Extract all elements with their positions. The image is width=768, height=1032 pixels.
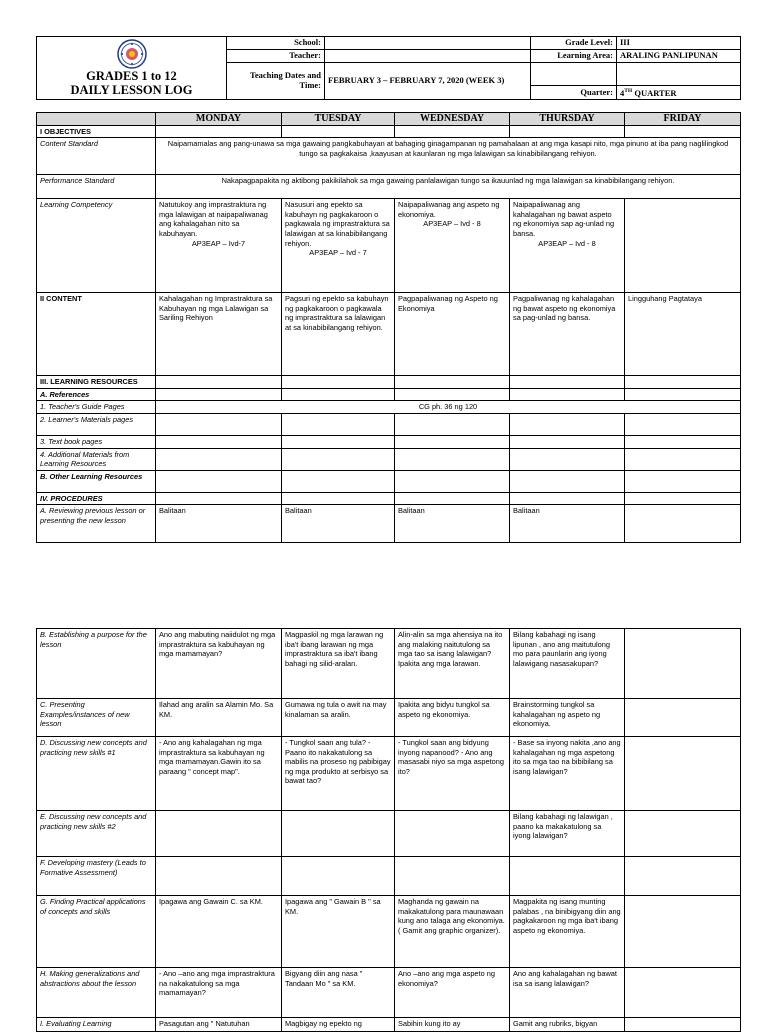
procedure-c-monday: Ilahad ang aralin sa Alamin Mo. Sa KM.	[156, 699, 282, 737]
procedure-b-row	[37, 629, 741, 699]
content-standard-text: Naipamamalas ang pang-unawa sa mga gawaing pangkabuhayan at bahaging ginagampanan ng pamahalaan at ang mga kasapi nito, mga pinuno at iba pang naglilingkod tungo sa pagkakaisa ,kaayusan at kaunlaran ng mga lalawigan sa kinabibilangang rehiyon.	[156, 138, 741, 175]
content-friday: Lingguhang Pagtataya	[625, 293, 741, 376]
area-label: Learning Area:	[531, 50, 617, 63]
procedure-e-label: E. Discussing new concepts and practicing new skills #2	[37, 811, 156, 857]
content-row	[37, 293, 741, 376]
competency-monday: Natutukoy ang imprastraktura ng mga lalawigan at naipapaliwanag ang kahalagahan nito sa kabuhayan. AP3EAP – Ivd-7	[156, 199, 282, 293]
competency-tuesday: Nasusuri ang epekto sa kabuhayn ng pagkakaroon o pagkawala ng imprastraktura sa lalawigan at sa kinabibilangang rehiyon. AP3EAP – Ivd - 7	[282, 199, 395, 293]
learning-competency-label: Learning Competency	[37, 199, 156, 293]
competency-wednesday: Naipapaliwanag ang aspeto ng ekonomiya. AP3EAP – Ivd - 8	[395, 199, 510, 293]
textbook-row	[37, 435, 741, 448]
procedure-e-thursday: Bilang kabahagi ng lalawigan , paano ka makakatulong sa iyong lalawigan?	[510, 811, 625, 857]
textbook-label: 3. Text book pages	[37, 435, 156, 448]
procedure-a-row	[37, 505, 741, 543]
day-wednesday: WEDNESDAY	[395, 113, 510, 126]
dates-value: FEBRUARY 3 – FEBRUARY 7, 2020 (WEEK 3)	[325, 63, 531, 100]
procedure-i-tuesday: Magbigay ng epekto ng	[282, 1018, 395, 1032]
content-standard-row	[37, 138, 741, 175]
procedure-a-monday: Balitaan	[156, 505, 282, 543]
competency-code: AP3EAP – Ivd-7	[191, 238, 246, 248]
quarter-value-text: QUARTER	[632, 87, 677, 98]
procedure-f-label: F. Developing mastery (Leads to Formative Assessment)	[37, 857, 156, 896]
performance-standard-label: Performance Standard	[37, 175, 156, 199]
title-line-1: GRADES 1 to 12	[86, 69, 177, 83]
procedures-row	[37, 492, 741, 505]
procedure-d-row	[37, 737, 741, 811]
procedure-d-label: D. Discussing new concepts and practicing new skills #1	[37, 737, 156, 811]
procedure-i-thursday: Gamit ang rubriks, bigyan	[510, 1018, 625, 1032]
procedure-g-tuesday: Ipagawa ang " Gawain B " sa KM.	[282, 896, 395, 968]
additional-materials-label: 4. Additional Materials from Learning Resources	[37, 448, 156, 470]
competency-friday	[625, 199, 741, 293]
procedure-c-friday	[625, 699, 741, 737]
additional-materials-row	[37, 448, 741, 470]
dates-label-line-2: Time:	[299, 80, 321, 90]
procedure-d-friday	[625, 737, 741, 811]
procedures-label: IV. PROCEDURES	[37, 492, 156, 505]
procedure-h-tuesday: Bigyang diin ang nasa " Tandaan Mo " sa KM.	[282, 968, 395, 1018]
procedure-g-label: G. Finding Practical applications of concepts and skills	[37, 896, 156, 968]
procedure-a-wednesday: Balitaan	[395, 505, 510, 543]
procedure-d-tuesday: - Tungkol saan ang tula? - Paano ito nakakatulong sa mabilis na proseso ng pabibigay ng mga produkto at serbisyo sa bawat tao?	[282, 737, 395, 811]
procedure-g-thursday: Magpakita ng isang munting palabas , na binibigyang diin ang pagkakaroon ng mga iba't ibang aspeto ng ekonomiya.	[510, 896, 625, 968]
procedure-i-row	[37, 1018, 741, 1032]
procedure-c-label: C. Presenting Examples/instances of new lesson	[37, 699, 156, 737]
procedure-g-friday	[625, 896, 741, 968]
day-header-blank	[37, 113, 156, 126]
grade-value: III	[617, 37, 741, 50]
references-label: A. References	[37, 388, 156, 401]
procedure-c-row	[37, 699, 741, 737]
procedure-h-thursday: Ano ang kahalagahan ng bawat isa sa isang lalawigan?	[510, 968, 625, 1018]
learners-materials-label: 2. Learner's Materials pages	[37, 413, 156, 435]
procedure-i-friday	[625, 1018, 741, 1032]
competency-code: AP3EAP – Ivd - 7	[309, 248, 367, 258]
references-row	[37, 388, 741, 401]
lesson-table-part-2	[36, 628, 741, 1032]
procedure-b-tuesday: Magpaskil ng mga larawan ng iba't ibang larawan ng mga imprastraktura sa iba't ibang bahagi ng silid-aralan.	[282, 629, 395, 699]
blank-value	[617, 63, 741, 86]
objectives-row	[37, 125, 741, 138]
resources-label: III. LEARNING RESOURCES	[37, 376, 156, 389]
lesson-table-part-1	[36, 112, 741, 543]
procedure-c-wednesday: Ipakita ang bidyu tungkol sa aspeto ng ekonomiya.	[395, 699, 510, 737]
teachers-guide-row	[37, 401, 741, 414]
day-tuesday: TUESDAY	[282, 113, 395, 126]
procedure-h-wednesday: Ano –ano ang mga aspeto ng ekonomiya?	[395, 968, 510, 1018]
procedure-h-row	[37, 968, 741, 1018]
school-value	[325, 37, 531, 50]
quarter-value	[617, 85, 741, 99]
content-monday: Kahalagahan ng Imprastraktura sa Kabuhayan ng mga Lalawigan sa Sariling Rehiyon	[156, 293, 282, 376]
procedure-a-tuesday: Balitaan	[282, 505, 395, 543]
title-line-2: DAILY LESSON LOG	[70, 83, 193, 97]
title-cell	[37, 37, 227, 100]
day-monday: MONDAY	[156, 113, 282, 126]
blank-label	[531, 63, 617, 86]
quarter-value-num: 4	[620, 87, 625, 98]
school-label: School:	[227, 37, 325, 50]
objectives-label: I OBJECTIVES	[37, 125, 156, 138]
day-thursday: THURSDAY	[510, 113, 625, 126]
content-standard-label: Content Standard	[37, 138, 156, 175]
dates-label-line-1: Teaching Dates and	[249, 70, 321, 81]
procedure-b-monday: Ano ang mabuting naiidulot ng mga imprastraktura sa kabuhayan ng mga mamamayan?	[156, 629, 282, 699]
procedure-g-row	[37, 896, 741, 968]
procedure-i-wednesday: Sabihin kung ito ay	[395, 1018, 510, 1032]
procedure-c-tuesday: Gumawa ng tula o awit na may kinalaman sa aralin.	[282, 699, 395, 737]
procedure-b-wednesday: Alin-alin sa mga ahensiya na ito ang malaking naitutulong sa mga tao sa isang lalawigan?Ipakita ang mga larawan.	[395, 629, 510, 699]
learners-materials-row	[37, 413, 741, 435]
content-tuesday: Pagsuri ng epekto sa kabuhayn ng pagkakaroon o pagkawala ng imprastraktura sa lalawigan at sa kinabibilangang rehiyon.	[282, 293, 395, 376]
teacher-value	[325, 50, 531, 63]
procedure-f-row	[37, 857, 741, 896]
procedure-b-friday	[625, 629, 741, 699]
teachers-guide-label: 1. Teacher's Guide Pages	[37, 401, 156, 414]
procedure-h-monday: - Ano –ano ang mga imprastraktura na nakakatulong sa mga mamamayan?	[156, 968, 282, 1018]
quarter-value-sup: TH	[624, 87, 633, 94]
grade-label: Grade Level:	[531, 37, 617, 50]
procedure-a-friday	[625, 505, 741, 543]
day-header-row	[37, 113, 741, 126]
procedure-h-friday	[625, 968, 741, 1018]
content-wednesday: Pagpapaliwanag ng Aspeto ng Ekonomiya	[395, 293, 510, 376]
procedure-g-monday: Ipagawa ang Gawain C. sa KM.	[156, 896, 282, 968]
other-resources-row	[37, 470, 741, 492]
other-resources-label: B. Other Learning Resources	[37, 470, 156, 492]
performance-standard-text: Nakapagpapakita ng aktibong pakikilahok sa mga gawaing panlalawigan tungo sa ikauunlad ng mga lalawigan sa kinabibilangang rehiyon.	[156, 175, 741, 199]
quarter-label: Quarter:	[531, 85, 617, 99]
procedure-d-monday: - Ano ang kahalagahan ng mga imprastraktura sa kabuhayan ng mga mamamayan.Gawin ito sa paraang " concept map".	[156, 737, 282, 811]
procedure-i-monday: Pasagutan ang " Natutuhan	[156, 1018, 282, 1032]
procedure-b-thursday: Bilang kabahagi ng isang lipunan , ano ang maitutulong mo para paunlarin ang iyong lalawigang nasasakupan?	[510, 629, 625, 699]
teacher-label: Teacher:	[227, 50, 325, 63]
dates-label	[227, 63, 325, 100]
procedure-h-label: H. Making generalizations and abstractions about the lesson	[37, 968, 156, 1018]
procedure-a-thursday: Balitaan	[510, 505, 625, 543]
procedure-d-wednesday: - Tungkol saan ang bidyung inyong napanood? - Ano ang masasabi niyo sa mga aspetong ito?	[395, 737, 510, 811]
competency-code: AP3EAP – Ivd - 8	[538, 238, 596, 248]
area-value: ARALING PANLIPUNAN	[617, 50, 741, 63]
procedure-i-label: I. Evaluating Learning	[37, 1018, 156, 1032]
procedure-g-wednesday: Maghanda ng gawain na makakatulong para maunawaan kung ano talaga ang ekonomiya. ( Gamit ang graphic organizer).	[395, 896, 510, 968]
teachers-guide-value: CG ph. 36 ng 120	[156, 401, 741, 414]
deped-seal-icon	[39, 39, 224, 69]
competency-code: AP3EAP – Ivd - 8	[423, 219, 481, 229]
procedure-e-row	[37, 811, 741, 857]
header-table	[36, 36, 741, 100]
learning-competency-row	[37, 199, 741, 293]
procedure-b-label: B. Establishing a purpose for the lesson	[37, 629, 156, 699]
content-thursday: Pagpaliwanag ng kahalagahan ng bawat aspeto ng ekonomiya sa pag-unlad ng bansa.	[510, 293, 625, 376]
resources-row	[37, 376, 741, 389]
competency-thursday: Naipapaliwanag ang kahalagahan ng bawat aspeto ng ekonomiya sap ag-unlad ng bansa. AP3EAP – Ivd - 8	[510, 199, 625, 293]
procedure-c-thursday: Brainstorming tungkol sa kahalagahan ng aspeto ng ekonomiya.	[510, 699, 625, 737]
performance-standard-row	[37, 175, 741, 199]
content-label: II CONTENT	[37, 293, 156, 376]
procedure-a-label: A. Reviewing previous lesson or presenting the new lesson	[37, 505, 156, 543]
day-friday: FRIDAY	[625, 113, 741, 126]
procedure-d-thursday: - Base sa inyong nakita ,ano ang kahalagahan ng mga aspetong ito sa mga tao na bibibilang sa isang lalawigan?	[510, 737, 625, 811]
